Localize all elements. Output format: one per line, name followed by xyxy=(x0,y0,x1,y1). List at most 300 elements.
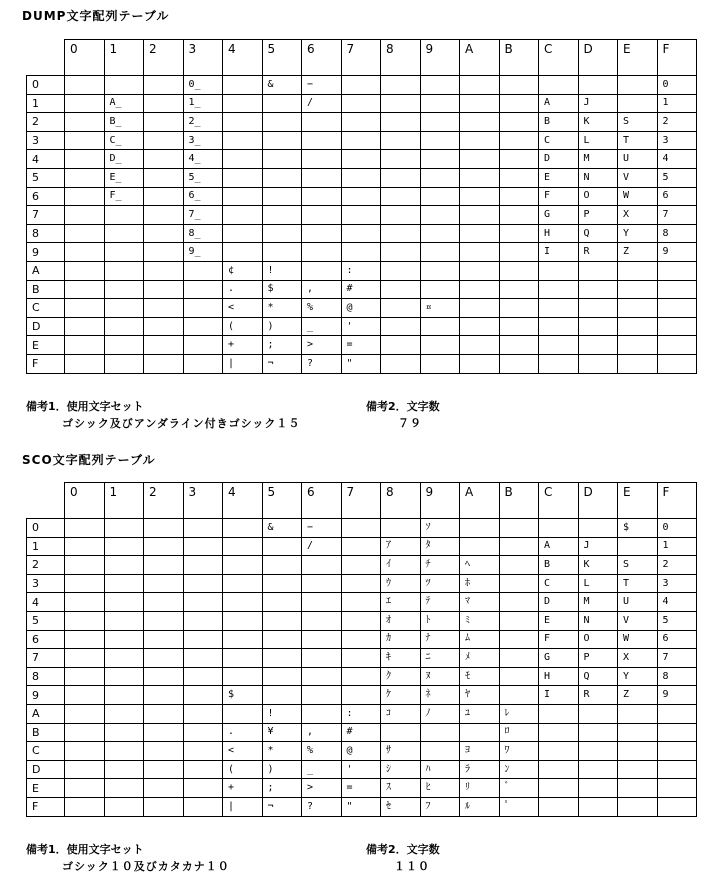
char-cell xyxy=(578,336,618,355)
table-row xyxy=(27,336,697,355)
char-cell xyxy=(618,336,658,355)
char-cell xyxy=(302,630,342,649)
char-cell xyxy=(578,317,618,336)
char-cell xyxy=(183,649,223,668)
char-cell: , xyxy=(302,280,342,299)
char-cell xyxy=(381,723,421,742)
char-cell xyxy=(223,630,263,649)
char-cell xyxy=(223,187,263,206)
char-cell xyxy=(381,76,421,95)
char-cell xyxy=(104,779,144,798)
row-header: 2 xyxy=(27,556,65,575)
char-cell xyxy=(499,94,539,113)
char-cell xyxy=(618,280,658,299)
char-cell: 5̲ xyxy=(183,168,223,187)
char-cell: ! xyxy=(262,261,302,280)
char-cell: ﾙ xyxy=(460,797,500,816)
char-cell xyxy=(499,150,539,169)
char-cell: T xyxy=(618,131,658,150)
table-row xyxy=(27,611,697,630)
char-cell xyxy=(104,667,144,686)
char-cell: ｷ xyxy=(381,649,421,668)
char-cell xyxy=(539,742,579,761)
char-cell xyxy=(144,299,184,318)
char-cell: ﾎ xyxy=(460,574,500,593)
char-cell: Q xyxy=(578,224,618,243)
char-cell xyxy=(144,150,184,169)
char-cell xyxy=(341,187,381,206)
char-cell xyxy=(302,611,342,630)
char-cell xyxy=(341,556,381,575)
char-cell xyxy=(223,593,263,612)
char-cell xyxy=(499,611,539,630)
char-cell: ﾄ xyxy=(420,611,460,630)
char-cell xyxy=(104,611,144,630)
char-cell xyxy=(262,187,302,206)
row-header: 4 xyxy=(27,150,65,169)
char-cell: S xyxy=(618,556,658,575)
char-cell xyxy=(539,779,579,798)
char-cell xyxy=(183,704,223,723)
char-cell: , xyxy=(302,723,342,742)
row-header: 1 xyxy=(27,94,65,113)
char-cell xyxy=(144,317,184,336)
char-cell: < xyxy=(223,742,263,761)
char-cell xyxy=(183,317,223,336)
char-cell: ﾘ xyxy=(460,779,500,798)
column-header: B xyxy=(499,483,539,519)
char-cell: ﾝ xyxy=(499,760,539,779)
char-cell xyxy=(499,537,539,556)
char-cell: | xyxy=(223,797,263,816)
char-cell: . xyxy=(223,280,263,299)
char-cell: W xyxy=(618,187,658,206)
char-cell xyxy=(499,113,539,132)
char-cell: Z xyxy=(618,686,658,705)
char-cell xyxy=(460,168,500,187)
row-header: D xyxy=(27,760,65,779)
char-cell: A xyxy=(539,537,579,556)
char-cell xyxy=(183,299,223,318)
char-cell: ) xyxy=(262,760,302,779)
char-cell xyxy=(302,243,342,262)
char-cell xyxy=(341,131,381,150)
char-cell xyxy=(539,354,579,373)
row-header: C xyxy=(27,742,65,761)
char-cell: 9 xyxy=(657,243,697,262)
row-header: 9 xyxy=(27,243,65,262)
char-cell xyxy=(578,76,618,95)
char-cell xyxy=(183,280,223,299)
row-header: 2 xyxy=(27,113,65,132)
char-cell: 8 xyxy=(657,667,697,686)
char-cell: ｿ xyxy=(420,519,460,538)
char-cell xyxy=(460,537,500,556)
char-cell xyxy=(657,760,697,779)
char-cell xyxy=(499,593,539,612)
char-cell: ﾈ xyxy=(420,686,460,705)
char-cell xyxy=(104,336,144,355)
sco-note2-label: 備考2．文字数 xyxy=(366,843,440,856)
char-cell xyxy=(104,723,144,742)
char-cell xyxy=(104,243,144,262)
char-cell: 1 xyxy=(657,537,697,556)
char-cell: ﾂ xyxy=(420,574,460,593)
char-cell xyxy=(65,113,105,132)
char-cell xyxy=(65,206,105,225)
char-cell: F̲ xyxy=(104,187,144,206)
column-header: A xyxy=(460,40,500,76)
char-cell xyxy=(657,354,697,373)
char-cell: # xyxy=(341,723,381,742)
char-cell: ﾅ xyxy=(420,630,460,649)
char-cell xyxy=(302,150,342,169)
char-cell xyxy=(65,336,105,355)
char-cell xyxy=(223,537,263,556)
char-cell xyxy=(341,593,381,612)
char-cell xyxy=(65,686,105,705)
char-cell xyxy=(618,94,658,113)
char-cell xyxy=(183,593,223,612)
char-cell: Z xyxy=(618,243,658,262)
char-cell: 5 xyxy=(657,611,697,630)
char-cell xyxy=(460,113,500,132)
char-cell xyxy=(578,779,618,798)
column-header: 7 xyxy=(341,40,381,76)
char-cell xyxy=(302,113,342,132)
row-header: 0 xyxy=(27,519,65,538)
row-header: 8 xyxy=(27,667,65,686)
char-cell xyxy=(618,354,658,373)
char-cell: ' xyxy=(341,760,381,779)
char-cell: " xyxy=(341,354,381,373)
row-header: 6 xyxy=(27,630,65,649)
char-cell xyxy=(341,94,381,113)
char-cell: A̲ xyxy=(104,94,144,113)
char-cell: " xyxy=(341,797,381,816)
char-cell xyxy=(420,187,460,206)
char-cell xyxy=(183,742,223,761)
char-cell: − xyxy=(302,519,342,538)
char-cell: 1̲ xyxy=(183,94,223,113)
char-cell: ) xyxy=(262,317,302,336)
char-cell xyxy=(183,519,223,538)
char-cell: K xyxy=(578,556,618,575)
char-cell xyxy=(657,723,697,742)
char-cell: W xyxy=(618,630,658,649)
char-cell xyxy=(499,187,539,206)
char-cell xyxy=(262,556,302,575)
sco-note2-value: １１０ xyxy=(394,860,430,873)
char-cell xyxy=(341,611,381,630)
char-cell xyxy=(183,797,223,816)
char-cell xyxy=(618,317,658,336)
column-header: 1 xyxy=(104,40,144,76)
char-cell: $ xyxy=(262,280,302,299)
row-header: 8 xyxy=(27,224,65,243)
char-cell xyxy=(499,168,539,187)
column-header: 3 xyxy=(183,483,223,519)
char-cell: / xyxy=(302,537,342,556)
column-header: 3 xyxy=(183,40,223,76)
char-cell xyxy=(302,667,342,686)
char-cell: R xyxy=(578,243,618,262)
char-cell xyxy=(302,593,342,612)
char-cell xyxy=(262,168,302,187)
char-cell xyxy=(499,336,539,355)
char-cell xyxy=(144,354,184,373)
row-header: E xyxy=(27,336,65,355)
char-cell xyxy=(144,779,184,798)
char-cell: P xyxy=(578,206,618,225)
row-header: A xyxy=(27,261,65,280)
char-cell xyxy=(381,354,421,373)
char-cell: 2 xyxy=(657,113,697,132)
char-cell: F xyxy=(539,187,579,206)
char-cell xyxy=(460,280,500,299)
char-cell xyxy=(302,261,342,280)
char-cell xyxy=(539,519,579,538)
char-cell xyxy=(65,537,105,556)
char-cell xyxy=(618,299,658,318)
char-cell: H xyxy=(539,667,579,686)
char-cell xyxy=(65,299,105,318)
char-cell: B xyxy=(539,556,579,575)
char-cell xyxy=(144,742,184,761)
char-cell: ﾌ xyxy=(420,797,460,816)
char-cell xyxy=(420,150,460,169)
table-row xyxy=(27,317,697,336)
sco-character-table xyxy=(26,482,697,817)
char-cell: 7 xyxy=(657,649,697,668)
char-cell: ﾋ xyxy=(420,779,460,798)
char-cell xyxy=(499,131,539,150)
column-header: 9 xyxy=(420,40,460,76)
char-cell: ｸ xyxy=(381,667,421,686)
char-cell: ﾗ xyxy=(460,760,500,779)
char-cell: ﾇ xyxy=(420,667,460,686)
char-cell: 3 xyxy=(657,574,697,593)
char-cell: D xyxy=(539,593,579,612)
char-cell: L xyxy=(578,131,618,150)
row-header: 5 xyxy=(27,168,65,187)
char-cell: # xyxy=(341,280,381,299)
column-header: 8 xyxy=(381,483,421,519)
char-cell xyxy=(262,686,302,705)
char-cell: ｳ xyxy=(381,574,421,593)
char-cell: / xyxy=(302,94,342,113)
char-cell xyxy=(223,224,263,243)
char-cell: 1 xyxy=(657,94,697,113)
char-cell xyxy=(341,206,381,225)
char-cell xyxy=(183,556,223,575)
char-cell xyxy=(618,537,658,556)
row-header: 7 xyxy=(27,649,65,668)
char-cell xyxy=(341,76,381,95)
char-cell xyxy=(381,224,421,243)
char-cell xyxy=(539,261,579,280)
char-cell xyxy=(262,611,302,630)
char-cell: L xyxy=(578,574,618,593)
char-cell: 6̲ xyxy=(183,187,223,206)
char-cell: 4 xyxy=(657,593,697,612)
row-header: 4 xyxy=(27,593,65,612)
char-cell xyxy=(223,168,263,187)
char-cell: 4 xyxy=(657,150,697,169)
char-cell xyxy=(499,667,539,686)
char-cell xyxy=(65,611,105,630)
char-cell xyxy=(381,519,421,538)
dump-table-title: DUMP文字配列テーブル xyxy=(22,9,170,23)
char-cell xyxy=(578,519,618,538)
char-cell xyxy=(65,760,105,779)
char-cell: 6 xyxy=(657,187,697,206)
char-cell: B xyxy=(539,113,579,132)
char-cell: J xyxy=(578,94,618,113)
char-cell xyxy=(104,742,144,761)
char-cell: ｹ xyxy=(381,686,421,705)
char-cell xyxy=(144,686,184,705)
char-cell: > xyxy=(302,779,342,798)
char-cell xyxy=(223,131,263,150)
char-cell xyxy=(618,76,658,95)
char-cell: + xyxy=(223,779,263,798)
char-cell: % xyxy=(302,742,342,761)
char-cell xyxy=(302,206,342,225)
char-cell: < xyxy=(223,299,263,318)
char-cell xyxy=(65,168,105,187)
char-cell: J xyxy=(578,537,618,556)
char-cell xyxy=(144,723,184,742)
char-cell: 3 xyxy=(657,131,697,150)
char-cell xyxy=(381,113,421,132)
char-cell xyxy=(65,574,105,593)
char-cell xyxy=(420,224,460,243)
column-header: 0 xyxy=(65,40,105,76)
char-cell xyxy=(144,113,184,132)
char-cell: ﾔ xyxy=(460,686,500,705)
char-cell xyxy=(223,76,263,95)
char-cell xyxy=(65,354,105,373)
char-cell: ; xyxy=(262,336,302,355)
char-cell xyxy=(183,261,223,280)
char-cell: + xyxy=(223,336,263,355)
char-cell xyxy=(104,556,144,575)
char-cell xyxy=(657,779,697,798)
char-cell: 0 xyxy=(657,519,697,538)
column-header: 4 xyxy=(223,483,263,519)
char-cell xyxy=(341,224,381,243)
char-cell xyxy=(657,704,697,723)
char-cell xyxy=(104,280,144,299)
row-header: 7 xyxy=(27,206,65,225)
char-cell xyxy=(460,131,500,150)
char-cell xyxy=(302,131,342,150)
char-cell xyxy=(302,704,342,723)
char-cell xyxy=(144,131,184,150)
char-cell: ﾚ xyxy=(499,704,539,723)
table-row xyxy=(27,299,697,318)
char-cell: . xyxy=(223,723,263,742)
char-cell xyxy=(420,243,460,262)
char-cell: I xyxy=(539,243,579,262)
char-cell xyxy=(65,556,105,575)
char-cell: S xyxy=(618,113,658,132)
char-cell xyxy=(144,261,184,280)
column-header: 2 xyxy=(144,483,184,519)
char-cell: D̲ xyxy=(104,150,144,169)
char-cell: Q xyxy=(578,667,618,686)
char-cell: C xyxy=(539,131,579,150)
char-cell: 2̲ xyxy=(183,113,223,132)
char-cell: ﾟ xyxy=(499,797,539,816)
char-cell xyxy=(539,704,579,723)
char-cell: N xyxy=(578,611,618,630)
char-cell xyxy=(262,649,302,668)
char-cell xyxy=(144,611,184,630)
char-cell xyxy=(223,150,263,169)
char-cell: ｱ xyxy=(381,537,421,556)
char-cell xyxy=(420,723,460,742)
column-header: 9 xyxy=(420,483,460,519)
char-cell: M xyxy=(578,150,618,169)
char-cell: ﾜ xyxy=(499,742,539,761)
char-cell: = xyxy=(341,779,381,798)
char-cell: N xyxy=(578,168,618,187)
char-cell xyxy=(183,354,223,373)
dump-note1-value: ゴシック及びアンダライン付きゴシック１５ xyxy=(62,417,301,430)
char-cell xyxy=(420,354,460,373)
char-cell xyxy=(341,519,381,538)
table-row xyxy=(27,556,697,575)
char-cell xyxy=(578,280,618,299)
column-header: 1 xyxy=(104,483,144,519)
char-cell: C xyxy=(539,574,579,593)
column-header: 5 xyxy=(262,40,302,76)
char-cell: V xyxy=(618,168,658,187)
char-cell xyxy=(262,630,302,649)
char-cell: Y xyxy=(618,667,658,686)
char-cell xyxy=(618,723,658,742)
char-cell xyxy=(539,760,579,779)
char-cell xyxy=(183,611,223,630)
char-cell: − xyxy=(302,76,342,95)
char-cell xyxy=(183,779,223,798)
table-row xyxy=(27,760,697,779)
column-header: D xyxy=(578,40,618,76)
char-cell xyxy=(539,317,579,336)
char-cell xyxy=(578,797,618,816)
table-row xyxy=(27,243,697,262)
char-cell xyxy=(499,317,539,336)
char-cell xyxy=(104,76,144,95)
char-cell: ｾ xyxy=(381,797,421,816)
char-cell xyxy=(144,704,184,723)
char-cell: * xyxy=(262,742,302,761)
char-cell: ﾒ xyxy=(460,649,500,668)
char-cell xyxy=(657,742,697,761)
char-cell xyxy=(420,76,460,95)
char-cell xyxy=(460,336,500,355)
column-header: 2 xyxy=(144,40,184,76)
char-cell xyxy=(657,261,697,280)
char-cell xyxy=(460,261,500,280)
char-cell: U xyxy=(618,593,658,612)
char-cell xyxy=(104,537,144,556)
char-cell xyxy=(657,299,697,318)
char-cell xyxy=(578,261,618,280)
row-header: C xyxy=(27,299,65,318)
